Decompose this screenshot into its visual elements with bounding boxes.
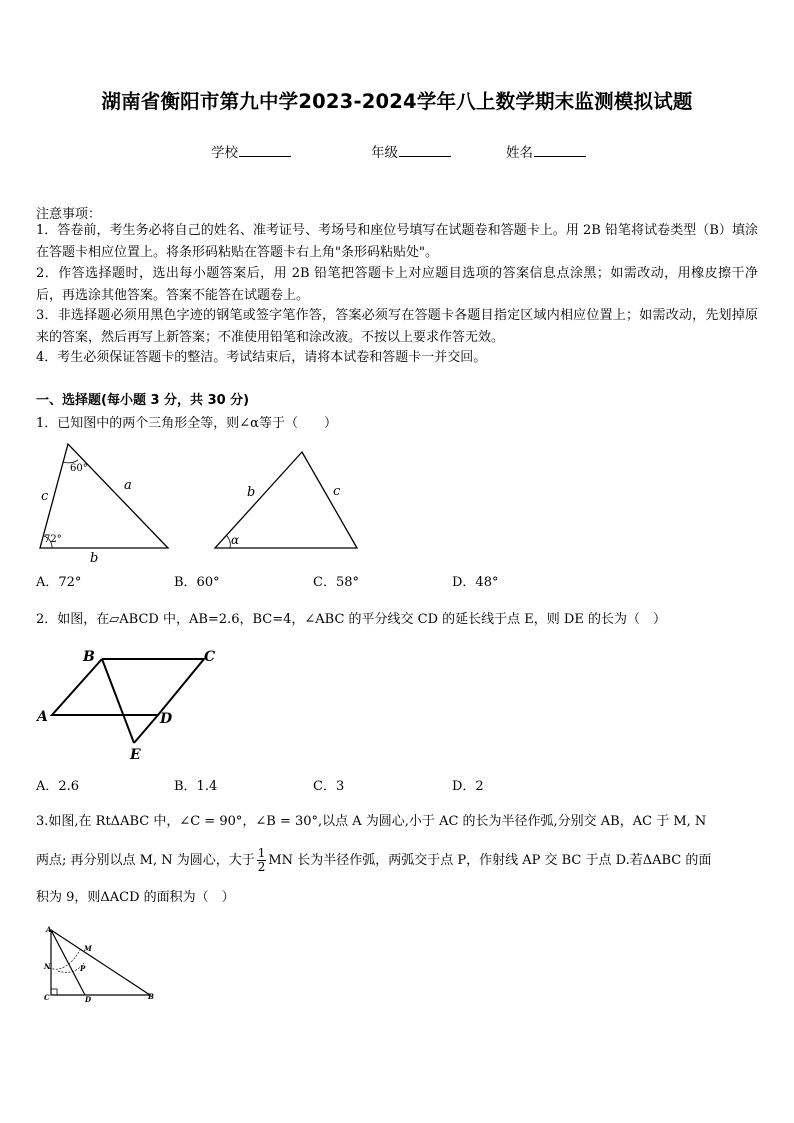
- q3-fraction-num: 1: [257, 846, 266, 860]
- q1-option-b: B．60°: [174, 575, 220, 590]
- q1-triangle-left: [40, 444, 168, 548]
- q3-line2: [36, 846, 758, 876]
- q3-label-p: P: [80, 964, 86, 973]
- q1-label-b2: b: [247, 485, 256, 500]
- q3-label-a: A: [46, 925, 52, 934]
- q1-figure: [30, 438, 370, 566]
- q1-label-c2: c: [333, 484, 341, 499]
- q3-fraction: [257, 847, 267, 874]
- q2-label-b: B: [83, 649, 95, 665]
- notes-heading: 注意事项：: [36, 207, 102, 222]
- note-item: 3．非选择题必须用黑色字迹的钢笔或签字笔作答，答案必须写在答题卡各题目指定区域内相应位置上；如需改动，先划掉原来的答案，然后再写上新答案；不准使用铅笔和涂改液。不按以上要求作答无效。: [36, 308, 758, 345]
- q1-label-c: c: [41, 489, 49, 504]
- q2-label-a: A: [37, 709, 48, 725]
- q3-label-b: B: [148, 992, 154, 1001]
- q1-option-a: A．72°: [36, 575, 82, 590]
- note-item: 4．考生必须保证答题卡的整洁。考试结束后，请将本试卷和答题卡一并交回。: [36, 350, 487, 365]
- q1-text: 1．已知图中的两个三角形全等，则∠α等于（ ）: [36, 416, 337, 431]
- q2-label-c: C: [204, 649, 216, 665]
- q2-text: 2．如图，在▱ABCD 中，AB=2.6，BC=4，∠ABC 的平分线交 CD 的延长线于点 E，则 DE 的长为（ ）: [36, 612, 666, 627]
- name-blank: [534, 144, 586, 157]
- q3-label-m: M: [84, 944, 92, 953]
- name-label: 姓名: [506, 145, 533, 161]
- q3-line2-end: MN 长为半径作弧，两弧交于点 P，作射线 AP 交 BC 于点 D.若ΔABC 的面: [268, 853, 712, 868]
- q2-label-d: D: [160, 711, 173, 727]
- q3-figure: [40, 922, 165, 1004]
- q3-line3: 积为 9，则ΔACD 的面积为（ ）: [36, 890, 235, 905]
- note-item: 1．答卷前，考生务必将自己的姓名、准考证号、考场号和座位号填写在试题卷和答题卡上。用 2B 铅笔将试卷类型（B）填涂在答题卡相应位置上。将条形码粘贴在答题卡右上角"条形码粘贴处"。: [36, 223, 758, 260]
- q1-angle-60: 60°: [70, 463, 88, 474]
- q1-option-d: D．48°: [452, 575, 499, 590]
- section-heading: 一、选择题(每小题 3 分，共 30 分): [36, 393, 250, 408]
- school-label: 学校: [211, 145, 238, 161]
- q2-figure: [34, 645, 224, 763]
- name-field: [506, 141, 586, 161]
- q2-option-c: C．3: [313, 779, 345, 794]
- grade-label: 年级: [371, 145, 398, 161]
- page-title: 湖南省衡阳市第九中学2023-2024学年八上数学期末监测模拟试题: [101, 90, 693, 113]
- grade-blank: [399, 144, 451, 157]
- school-blank: [239, 144, 291, 157]
- q2-option-b: B．1.4: [174, 779, 218, 794]
- q2-label-e: E: [130, 747, 141, 763]
- q3-line1: 3.如图,在 RtΔABC 中，∠C = 90°，∠B = 30°,以点 A 为圆心,小于 AC 的长为半径作弧,分别交 AB，AC 于 M, N: [36, 814, 707, 829]
- q2-option-a: A．2.6: [36, 779, 80, 794]
- q1-angle-72: 72°: [44, 534, 62, 545]
- q3-label-d: D: [85, 995, 92, 1004]
- grade-field: [371, 141, 451, 161]
- q2-option-d: D．2: [452, 779, 484, 794]
- q1-label-a: a: [124, 478, 132, 493]
- q1-label-alpha: α: [231, 533, 240, 547]
- q3-fraction-den: 2: [257, 860, 266, 874]
- q1-label-b: b: [90, 551, 99, 566]
- q3-label-c: C: [44, 993, 50, 1002]
- q1-option-c: C．58°: [313, 575, 359, 590]
- note-item: 2．作答选择题时，选出每小题答案后，用 2B 铅笔把答题卡上对应题目选项的答案信息点涂黑；如需改动，用橡皮擦干净后，再选涂其他答案。答案不能答在试题卷上。: [36, 266, 758, 303]
- q3-label-n: N: [44, 962, 51, 971]
- q3-line2-start: 两点; 再分别以点 M, N 为圆心，大于: [36, 853, 255, 868]
- q2-parallelogram: [52, 659, 204, 743]
- school-field: [211, 141, 291, 161]
- q3-triangle: [49, 930, 150, 995]
